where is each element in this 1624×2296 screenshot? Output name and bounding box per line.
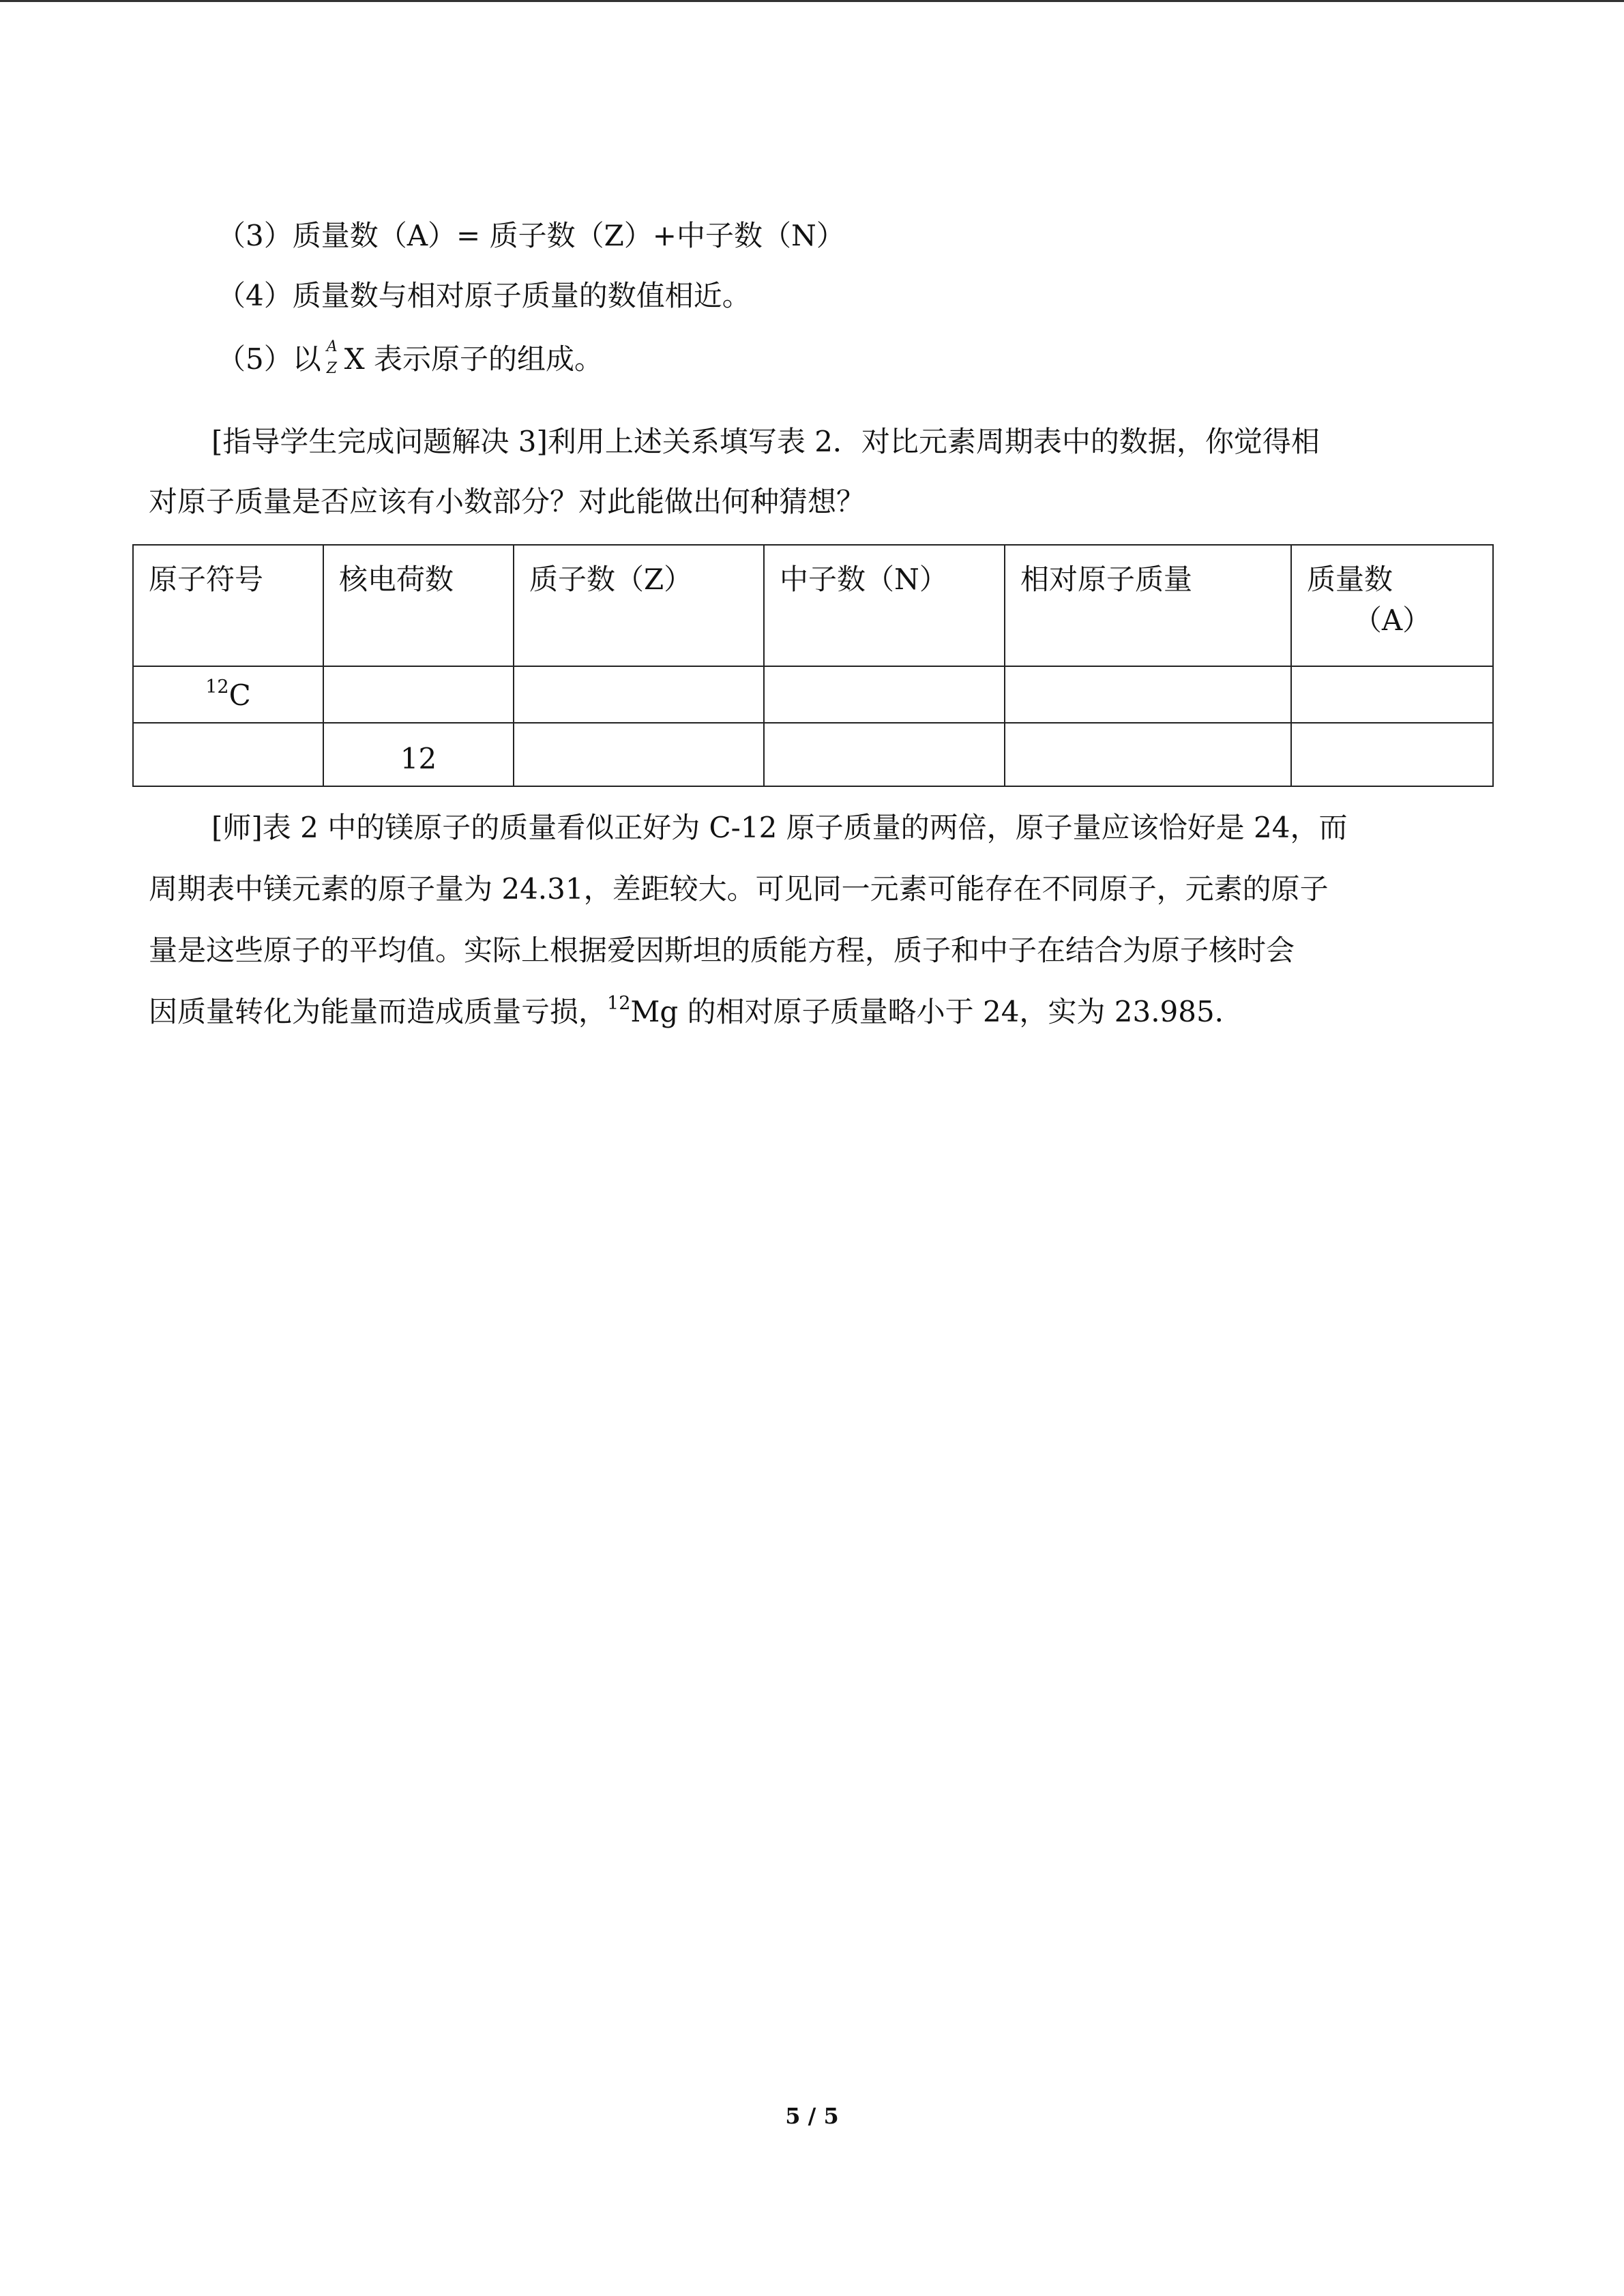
header-neutron-number: 中子数（N） (764, 545, 1005, 666)
notation-symbol: X (344, 342, 365, 376)
table-row (133, 666, 1493, 723)
notation-mass-number: A (326, 338, 338, 355)
atom-notation (321, 338, 344, 377)
header-proton-number: 质子数（Z） (514, 545, 764, 666)
paragraph1-line1: [指导学生完成问题解决 3]利用上述关系填写表 2．对比元素周期表中的数据，你觉得相 (211, 425, 1320, 458)
cell-proton-number (514, 666, 764, 723)
header-relative-atomic-mass: 相对原子质量 (1005, 545, 1291, 666)
cell-relative-atomic-mass (1005, 723, 1291, 786)
paragraph2-line4 (149, 992, 1243, 1032)
header-mass-number (1291, 545, 1493, 666)
header-mass-number-a: （A） (1353, 603, 1432, 637)
cell-mass-number (1291, 666, 1493, 723)
carbon-symbol: C (228, 679, 251, 712)
item-5-suffix: 表示原子的组成。 (364, 342, 603, 376)
item-3: （3）质量数（A）= 质子数（Z）+中子数（N） (217, 219, 845, 252)
paragraph2-line4-prefix: 因质量转化为能量而造成质量亏损， (149, 995, 608, 1028)
header-nuclear-charge: 核电荷数 (323, 545, 514, 666)
table-header-row (133, 545, 1493, 666)
item-4: （4）质量数与相对原子质量的数值相近。 (217, 279, 751, 312)
item-5-prefix: （5）以 (217, 342, 321, 376)
paragraph1-line2: 对原子质量是否应该有小数部分？对此能做出何种猜想？ (149, 485, 866, 518)
header-atom-symbol: 原子符号 (133, 545, 323, 666)
table-row (133, 723, 1493, 786)
cell-atom-symbol (133, 723, 323, 786)
notation-atomic-number: Z (326, 360, 338, 377)
cell-nuclear-charge (323, 666, 514, 723)
carbon-mass-superscript: 12 (205, 676, 229, 698)
cell-neutron-number (764, 666, 1005, 723)
page-number: 5 / 5 (785, 2103, 839, 2129)
cell-atom-symbol (133, 666, 323, 723)
paragraph2-line4-suffix: Mg 的相对原子质量略小于 24，实为 23.985． (630, 995, 1243, 1028)
paragraph2-line2: 周期表中镁元素的原子量为 24.31，差距较大。可见同一元素可能存在不同原子，元素的原子 (149, 872, 1329, 906)
cell-neutron-number (764, 723, 1005, 786)
item-5 (217, 339, 603, 380)
magnesium-mass-superscript: 12 (607, 993, 631, 1014)
cell-nuclear-charge: 12 (323, 723, 514, 786)
cell-relative-atomic-mass (1005, 666, 1291, 723)
cell-proton-number (514, 723, 764, 786)
cell-mass-number (1291, 723, 1493, 786)
paragraph2-line1: [师]表 2 中的镁原子的质量看似正好为 C-12 原子质量的两倍，原子量应该恰好是 24，而 (211, 811, 1348, 844)
header-mass-number-label: 质量数 (1307, 563, 1393, 596)
paragraph2-line3: 量是这些原子的平均值。实际上根据爱因斯坦的质能方程，质子和中子在结合为原子核时会 (149, 934, 1295, 967)
table-2 (132, 544, 1494, 787)
